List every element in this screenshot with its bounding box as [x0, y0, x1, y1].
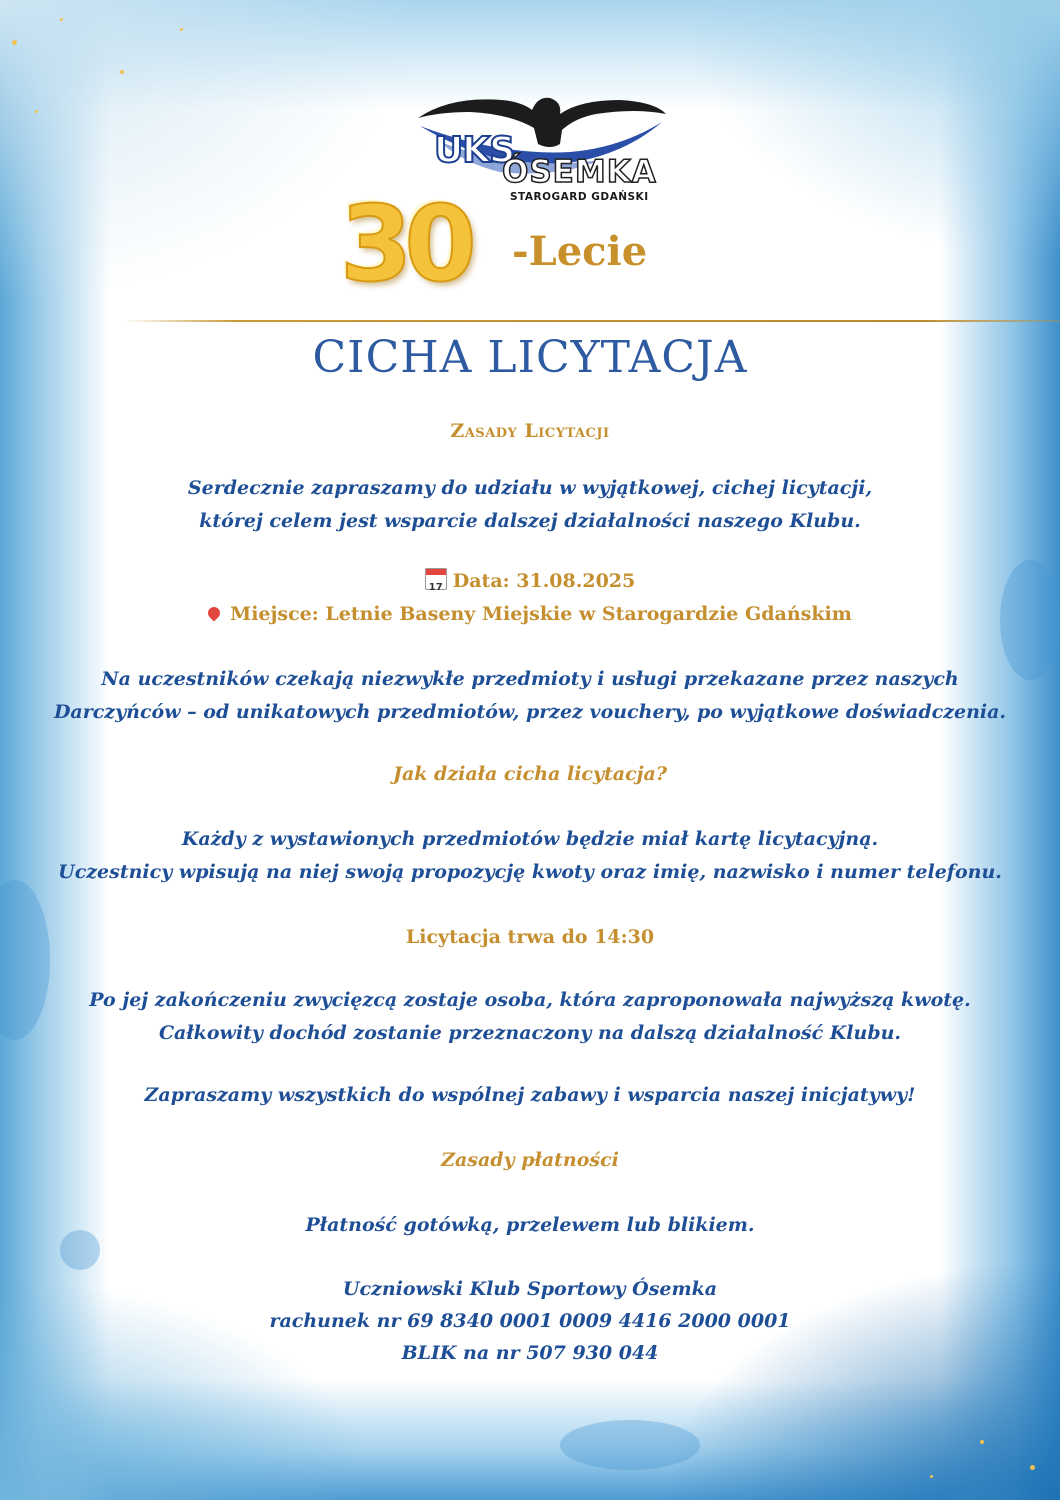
page-title: CICHA LICYTACJA: [312, 332, 748, 383]
how-line-1: Każdy z wystawionych przedmiotów będzie miał kartę licytacyjną.: [181, 828, 879, 850]
gold-divider: [122, 320, 1060, 322]
sparkle-decoration: [1030, 1465, 1035, 1470]
rules-heading: Zasady Licytacji: [450, 420, 610, 442]
sparkle-decoration: [60, 18, 63, 21]
anniversary-suffix: -Lecie: [512, 228, 648, 275]
after-line-2: Całkowity dochód zostanie przeznaczony na dalszą działalność Klubu.: [158, 1022, 902, 1044]
calendar-icon: [425, 568, 447, 590]
anniversary-number: 30: [340, 183, 469, 305]
payment-heading: Zasady płatności: [441, 1149, 619, 1171]
after-line-1: Po jej zakończeniu zwycięzcą zostaje osoba, która zaproponowała najwyższą kwotę.: [89, 989, 971, 1011]
blik-number: BLIK na nr 507 930 044: [401, 1342, 659, 1364]
sparkle-decoration: [930, 1475, 933, 1478]
how-line-2: Uczestnicy wpisują na niej swoją propozycję kwoty oraz imię, nazwisko i numer telefonu.: [58, 861, 1002, 883]
sparkle-decoration: [120, 70, 124, 74]
items-line-1: Na uczestników czekają niezwykłe przedmioty i usługi przekazane przez naszych: [101, 668, 959, 690]
event-date: [0, 568, 1060, 594]
logo-uks-text: UKS: [434, 130, 515, 171]
items-line-2: Darczyńców – od unikatowych przedmiotów, przez vouchery, po wyjątkowe doświadczenia.: [53, 701, 1007, 723]
sparkle-decoration: [12, 40, 17, 45]
invite-text: Zapraszamy wszystkich do wspólnej zabawy i wsparcia naszej inicjatywy!: [144, 1084, 916, 1106]
how-heading: Jak działa cicha licytacja?: [392, 763, 668, 785]
event-place: [0, 601, 1060, 627]
logo-osemka-text: ÓSEMKA: [502, 154, 657, 190]
logo-location-text: STAROGARD GDAŃSKI: [510, 191, 649, 203]
sparkle-decoration: [980, 1440, 984, 1444]
sparkle-decoration: [35, 110, 38, 113]
event-place-text: Miejsce: Letnie Baseny Miejskie w Starogardzie Gdańskim: [230, 603, 852, 625]
watercolor-blob: [560, 1420, 700, 1470]
event-date-text: Data: 31.08.2025: [452, 570, 636, 592]
pin-icon: [206, 605, 223, 622]
payment-methods: Płatność gotówką, przelewem lub blikiem.: [305, 1214, 755, 1236]
club-name: Uczniowski Klub Sportowy Ósemka: [342, 1278, 718, 1300]
sparkle-decoration: [180, 28, 183, 31]
intro-line-1: Serdecznie zapraszamy do udziału w wyjątkowej, cichej licytacji,: [187, 477, 873, 499]
duration-text: Licytacja trwa do 14:30: [405, 926, 655, 948]
intro-line-2: której celem jest wsparcie dalszej działalności naszego Klubu.: [199, 510, 861, 532]
bank-account: rachunek nr 69 8340 0001 0009 4416 2000 0001: [269, 1310, 791, 1332]
